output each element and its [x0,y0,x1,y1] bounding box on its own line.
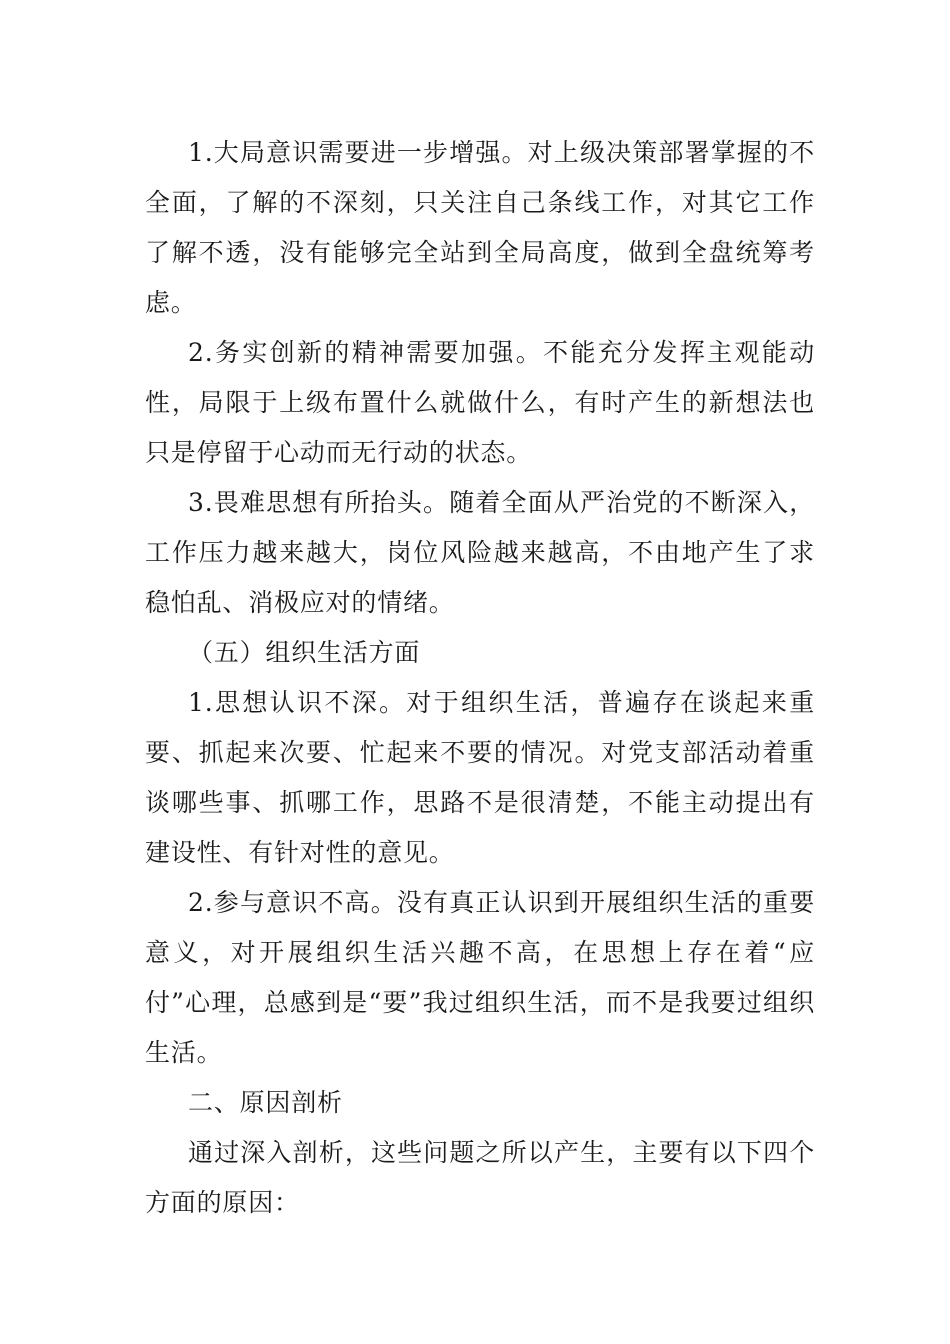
section-heading-cause-analysis: 二、原因剖析 [188,1088,343,1117]
paragraph-innovation-spirit: 2.务实创新的精神需要加强。不能充分发挥主观能动性，局限于上级布置什么就做什么，有时产生的新想法也只是停留于心动而无行动的状态。 [145,338,815,467]
paragraph-ideological-understanding: 1.思想认识不深。对于组织生活，普遍存在谈起来重要、抓起来次要、忙起来不要的情况。对党支部活动着重谈哪些事、抓哪工作，思路不是很清楚，不能主动提出有建设性、有针对性的意见。 [145,688,815,867]
paragraph-participation-awareness: 2.参与意识不高。没有真正认识到开展组织生活的重要意义，对开展组织生活兴趣不高，在思想上存在着“应付”心理，总感到是“要”我过组织生活，而不是我要过组织生活。 [145,888,815,1067]
paragraph-cause-intro: 通过深入剖析，这些问题之所以产生，主要有以下四个方面的原因： [145,1138,815,1217]
paragraph-awareness-of-overall-situation: 1.大局意识需要进一步增强。对上级决策部署掌握的不全面，了解的不深刻，只关注自己条线工作，对其它工作了解不透，没有能够完全站到全局高度，做到全盘统筹考虑。 [145,138,815,317]
paragraph-fear-of-difficulty: 3.畏难思想有所抬头。随着全面从严治党的不断深入，工作压力越来越大，岗位风险越来越高，不由地产生了求稳怕乱、消极应对的情绪。 [145,488,815,617]
document-body [145,128,815,1228]
section-heading-organizational-life: （五）组织生活方面 [188,638,421,667]
